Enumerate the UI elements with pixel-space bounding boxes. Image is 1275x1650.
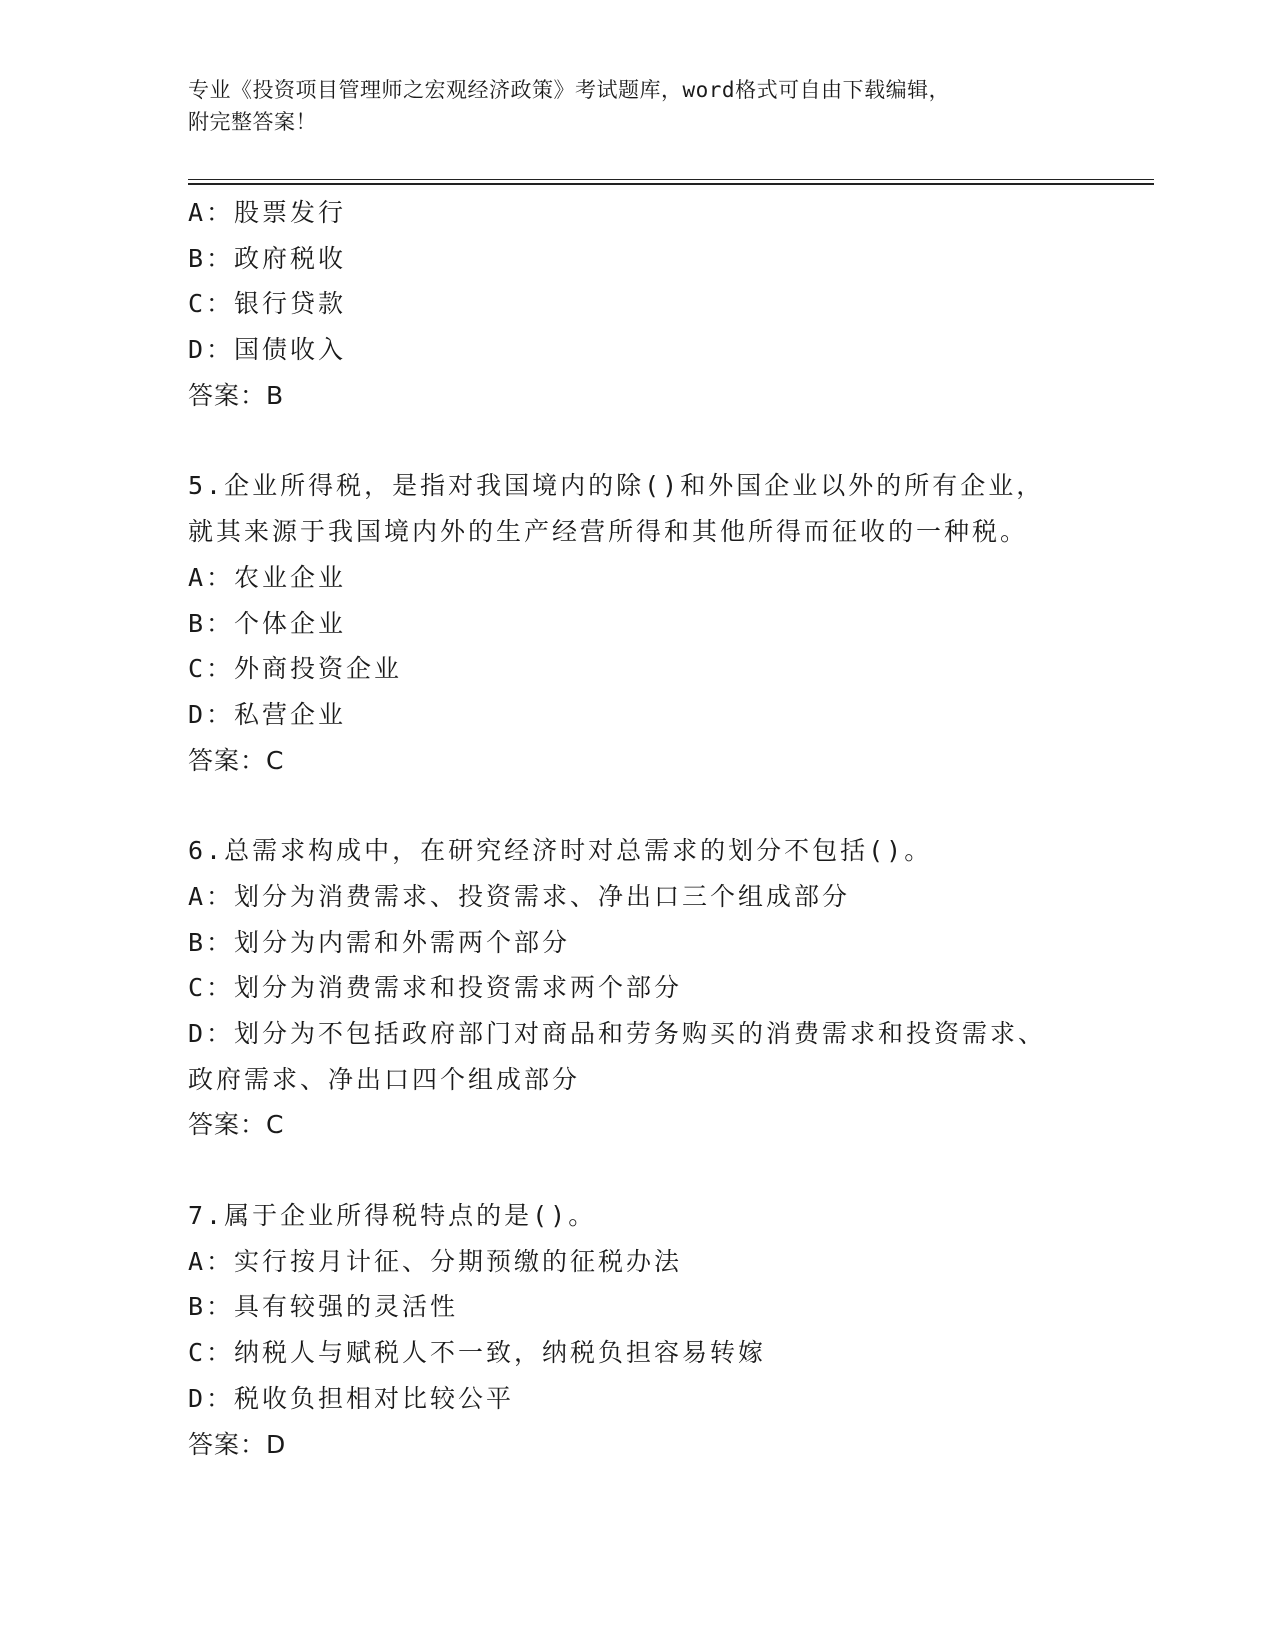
option-d: D：私营企业 [188, 699, 347, 729]
option-c: C：纳税人与赋税人不一致，纳税负担容易转嫁 [188, 1338, 767, 1368]
question-stem: 6.总需求构成中，在研究经济时对总需求的划分不包括()。 [188, 836, 933, 866]
header-line-1: 专业《投资项目管理师之宏观经济政策》考试题库，word格式可自由下载编辑， [188, 78, 951, 102]
question-5 [188, 463, 1088, 783]
option-d: D：税收负担相对比较公平 [188, 1383, 515, 1413]
option-b: B：个体企业 [188, 608, 347, 638]
question-7 [188, 1193, 1088, 1467]
answer: 答案：C [188, 1110, 285, 1140]
question-4 [188, 190, 1088, 418]
question-stem: 5.企业所得税，是指对我国境内的除()和外国企业以外的所有企业， [188, 471, 1045, 501]
question-stem-cont: 就其来源于我国境内外的生产经营所得和其他所得而征收的一种税。 [188, 517, 1029, 547]
answer: 答案：D [188, 1429, 287, 1459]
question-6 [188, 828, 1088, 1148]
option-c: C：外商投资企业 [188, 654, 403, 684]
question-list [188, 190, 1088, 1467]
answer: 答案：C [188, 745, 285, 775]
option-b: B：政府税收 [188, 243, 347, 273]
option-d-cont: 政府需求、净出口四个组成部分 [188, 1064, 581, 1094]
option-a: A：划分为消费需求、投资需求、净出口三个组成部分 [188, 881, 851, 911]
option-b: B：划分为内需和外需两个部分 [188, 927, 571, 957]
question-stem: 7.属于企业所得税特点的是()。 [188, 1201, 597, 1231]
header-divider-thin [188, 179, 1154, 180]
option-d: D：国债收入 [188, 335, 347, 365]
answer: 答案：B [188, 380, 285, 410]
option-c: C：银行贷款 [188, 289, 347, 319]
option-a: A：农业企业 [188, 562, 347, 592]
document-header [188, 74, 1068, 138]
option-d: D：划分为不包括政府部门对商品和劳务购买的消费需求和投资需求、 [188, 1019, 1047, 1048]
header-divider-thick [188, 183, 1154, 185]
option-b: B：具有较强的灵活性 [188, 1292, 459, 1322]
option-a: A：股票发行 [188, 198, 347, 227]
header-line-2: 附完整答案！ [188, 110, 317, 134]
option-a: A：实行按月计征、分期预缴的征税办法 [188, 1246, 683, 1276]
option-c: C：划分为消费需求和投资需求两个部分 [188, 973, 683, 1003]
